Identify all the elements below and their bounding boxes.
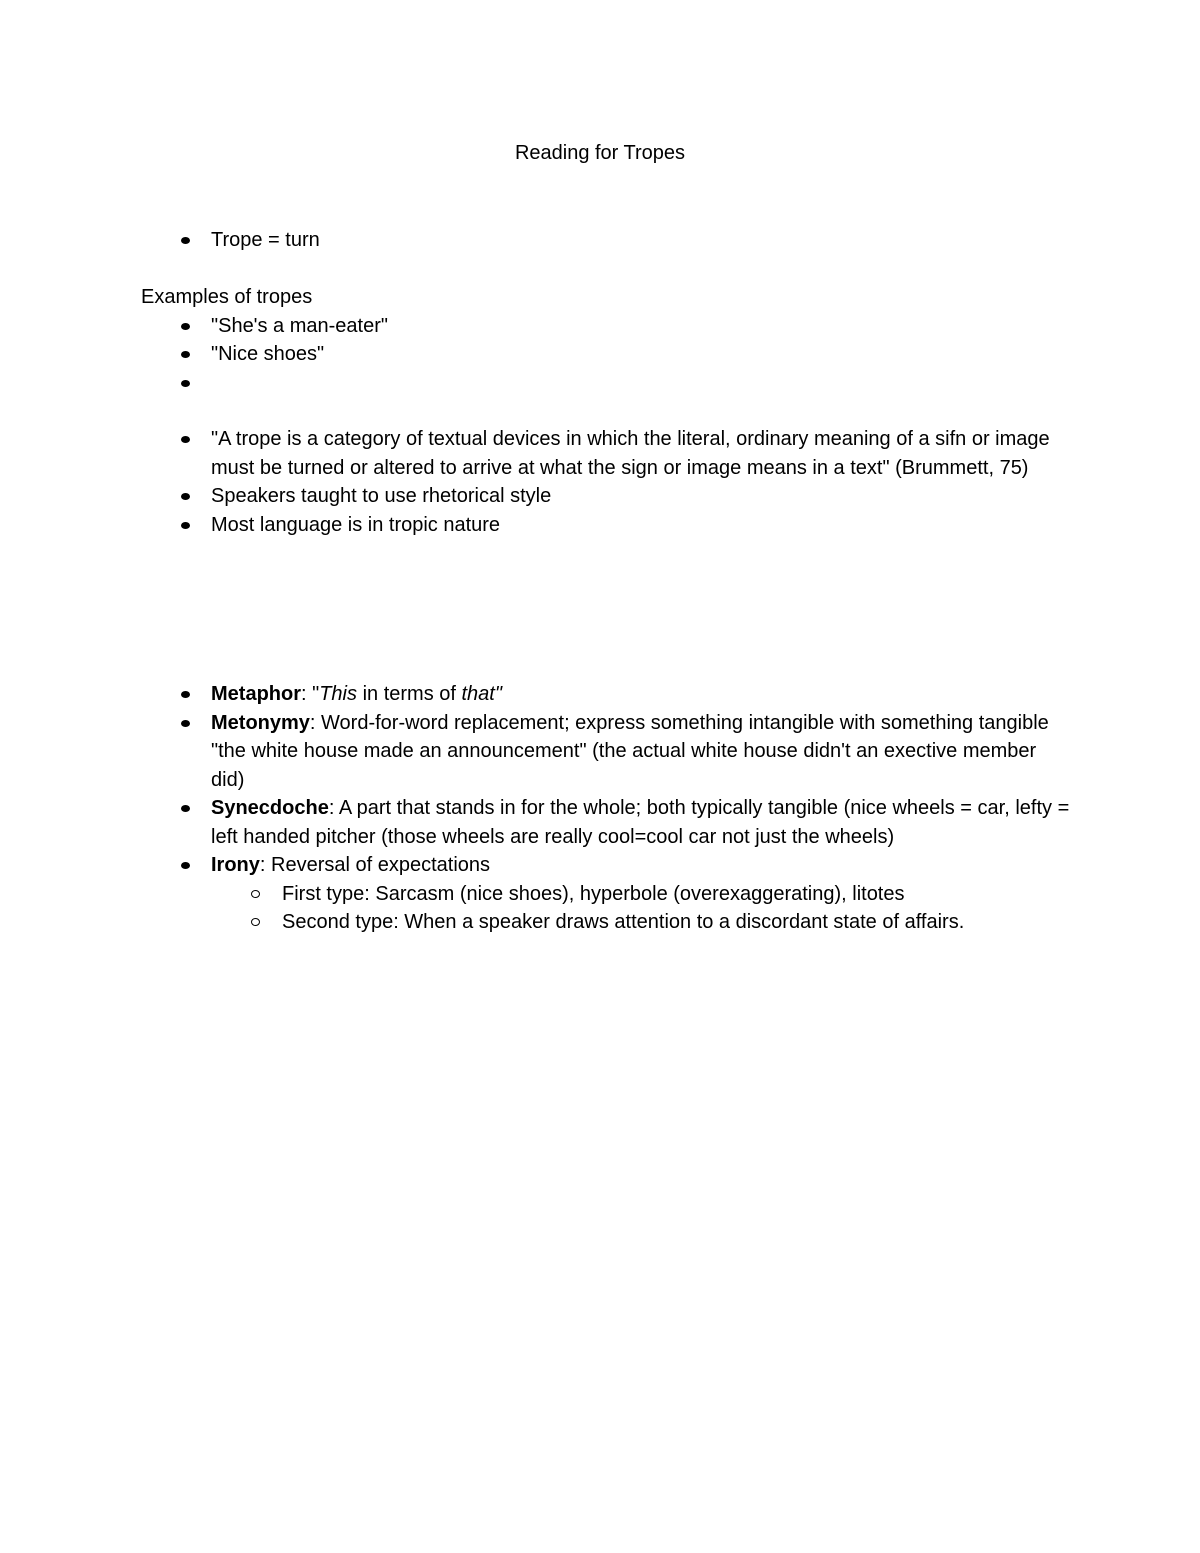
- list-item-text: "Nice shoes": [211, 343, 325, 365]
- quote-list: [141, 425, 1071, 539]
- term-label: Irony: [211, 854, 260, 876]
- hollow-bullet-icon: [251, 890, 260, 898]
- bullet-icon: [181, 522, 190, 529]
- term-label: Metonymy: [211, 711, 310, 734]
- bullet-icon: [181, 691, 190, 698]
- list-item-text: Most language is in tropic nature: [211, 513, 501, 536]
- list-item: [141, 482, 1071, 511]
- bullet-icon: [181, 323, 190, 330]
- sub-list-item: [141, 908, 1071, 937]
- intro-list: [141, 226, 1071, 255]
- intro-section: [141, 226, 1071, 255]
- examples-heading: Examples of tropes: [141, 286, 313, 308]
- examples-section: [141, 283, 1071, 397]
- term-irony: [141, 851, 1071, 880]
- list-item: [141, 425, 1071, 482]
- list-item-text: "A trope is a category of textual devices in which the literal, ordinary meaning of a sifn or image must be turned or altered to arrive at what the sign or image means in a text" (Brummett, 75): [211, 428, 1050, 479]
- bullet-icon: [181, 237, 190, 244]
- term-metaphor: [141, 680, 1071, 709]
- term-definition: : Reversal of expectations: [259, 854, 491, 876]
- terms-list: [141, 680, 1071, 937]
- sub-list-item: [141, 880, 1071, 909]
- list-item: [141, 369, 1071, 398]
- terms-section: [141, 680, 1071, 937]
- hollow-bullet-icon: [251, 918, 260, 926]
- list-item-text: First type: Sarcasm (nice shoes), hyperbole (overexaggerating), litotes: [282, 882, 905, 905]
- list-item-text: Speakers taught to use rhetorical style: [211, 485, 552, 507]
- bullet-icon: [181, 436, 190, 443]
- page-title: Reading for Tropes: [514, 142, 686, 164]
- bullet-icon: [181, 380, 190, 387]
- list-item: [141, 312, 1071, 341]
- term-definition: : Word-for-word replacement; express something intangible with something tangible "the white house made an announcement" (the actual white house didn't an exective member did): [211, 711, 1049, 791]
- term-synecdoche: [141, 794, 1071, 851]
- bullet-icon: [181, 805, 190, 812]
- term-this: This: [319, 683, 358, 705]
- bullet-icon: [181, 351, 190, 358]
- term-separator: : ": [301, 683, 320, 705]
- examples-list: [141, 312, 1071, 398]
- term-label: Metaphor: [211, 683, 301, 705]
- list-item: [141, 511, 1071, 540]
- bullet-icon: [181, 493, 190, 500]
- list-item-text: Trope = turn: [211, 229, 320, 251]
- list-item: [141, 340, 1071, 369]
- term-definition: : A part that stands in for the whole; both typically tangible (nice wheels = car, lefty = left handed pitcher (those wheels are really cool=cool car not just the wheels): [211, 797, 1070, 848]
- quote-section: [141, 425, 1071, 539]
- term-metonymy: [141, 709, 1071, 795]
- bullet-icon: [181, 720, 190, 727]
- term-that: that": [461, 683, 502, 705]
- list-item-text: "She's a man-eater": [211, 314, 388, 337]
- term-middle: in terms of: [357, 683, 462, 705]
- bullet-icon: [181, 862, 190, 869]
- term-label: Synecdoche: [211, 797, 329, 819]
- list-item-text: Second type: When a speaker draws attention to a discordant state of affairs.: [282, 911, 965, 933]
- list-item: [141, 226, 1071, 255]
